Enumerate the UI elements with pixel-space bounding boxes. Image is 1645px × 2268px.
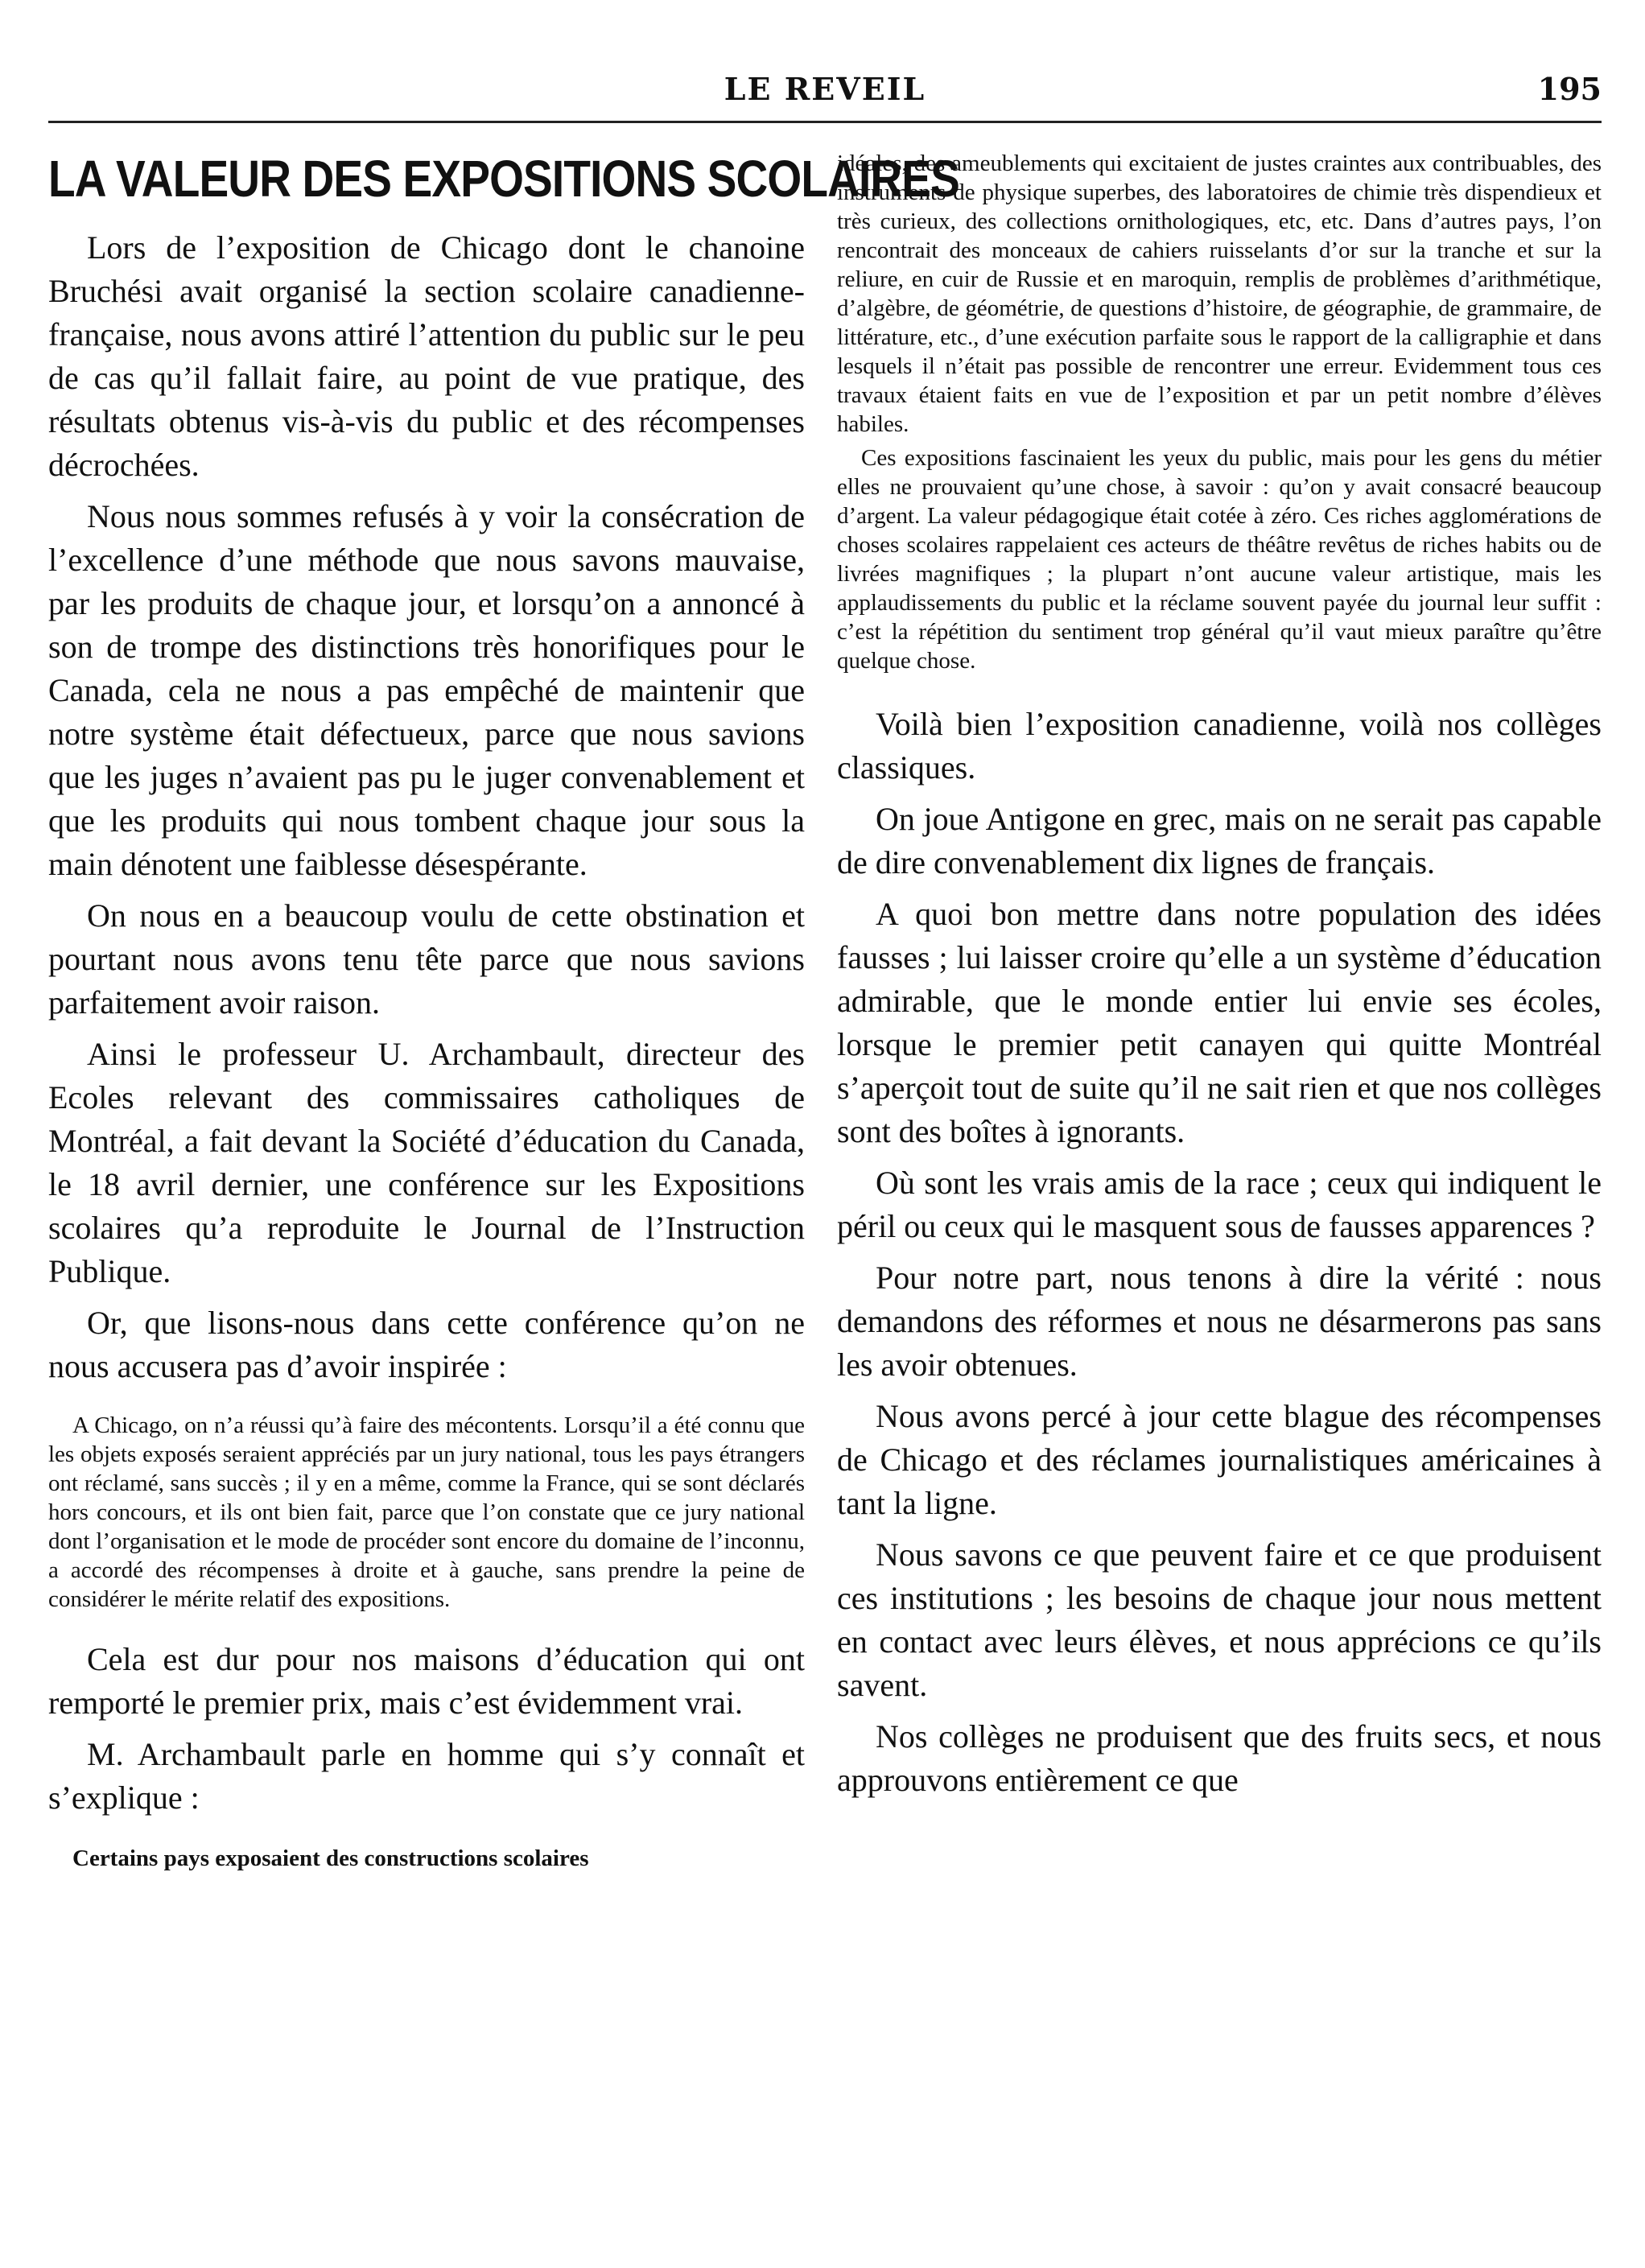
right-column [837,149,1602,1810]
paragraph: On nous en a beaucoup voulu de cette obstination et pourtant nous avons tenu tête parce que nous savions parfaitement avoir raison. [48,897,805,1021]
paragraph: Nous avons percé à jour cette blague des récompenses de Chicago et des réclames journalistiques américaines à tant la ligne. [837,1398,1602,1521]
quote-continuation-start: Certains pays exposaient des constructions scolaires [72,1845,589,1871]
running-title: LE REVEIL [724,71,926,107]
paragraph: Pour notre part, nous tenons à dire la vérité : nous demandons des réformes et nous ne désarmerons pas sans les avoir obtenues. [837,1260,1602,1383]
quote-paragraph: idéales, des ameublements qui excitaient de justes craintes aux contribuables, des instruments de physique superbes, des laboratoires de chimie très dispendieux et très curieux, des collections ornithologiques, etc, etc. Dans d’autres pays, l’on rencontrait des monceaux de cahiers ruisselants d’or sur la tranche et sur la reliure, en cuir de Russie et en maroquin, remplis de problèmes d’arithmétique, d’algèbre, de géométrie, de questions d’histoire, de géographie, de grammaire, de littérature, etc., d’une exécution parfaite sous le rapport de la calligraphie et dans lesquels il n’était pas possible de rencontrer une erreur. Evidemment tous ces travaux étaient faits en vue de l’exposition et par un petit nombre d’élèves habiles. [837,151,1602,437]
paragraph: Ainsi le professeur U. Archambault, directeur des Ecoles relevant des commissaires catholiques de Montréal, a fait devant la Société d’éducation du Canada, le 18 avril dernier, une conférence sur les Expositions scolaires qu’a reproduite le Journal de l’Instruction Publique. [48,1036,805,1289]
left-column [48,149,960,1873]
page-header [48,48,1602,123]
paragraph: Nos collèges ne produisent que des fruits secs, et nous approuvons entièrement ce que [837,1718,1602,1798]
paragraph: Voilà bien l’exposition canadienne, voilà nos collèges classiques. [837,706,1602,786]
paragraph: Nous savons ce que peuvent faire et ce que produisent ces institutions ; les besoins de chaque jour nous mettent en contact avec leurs élèves, et nous apprécions ce qu’ils savent. [837,1536,1602,1703]
paragraph: Où sont les vrais amis de la race ; ceux qui indiquent le péril ou ceux qui le masquent sous de fausses apparences ? [837,1165,1602,1244]
paragraph: Or, que lisons-nous dans cette conférence qu’on ne nous accusera pas d’avoir inspirée : [48,1305,805,1384]
page-number: 195 [1537,71,1602,107]
quote-paragraph: Ces expositions fascinaient les yeux du public, mais pour les gens du métier elles ne prouvaient qu’une chose, à savoir : qu’on y avait consacré beaucoup d’argent. La valeur pédagogique était cotée à zéro. Ces riches agglomérations de choses scolaires rappelaient ces acteurs de théâtre revêtus de riches habits ou de livrées magnifiques ; la plupart n’ont aucune valeur artistique, mais les applaudissements du public et la réclame souvent payée du journal leur suffit : c’est la répétition du sentiment trop général qu’il vaut mieux paraître qu’être quelque chose. [837,445,1602,674]
block-quote [48,1411,805,1614]
paragraph: M. Archambault parle en homme qui s’y connaît et s’explique : [48,1736,805,1816]
paragraph: Cela est dur pour nos maisons d’éducation qui ont remporté le premier prix, mais c’est évidemment vrai. [48,1641,805,1721]
block-quote-continued [837,149,1602,675]
paragraph: Lors de l’exposition de Chicago dont le chanoine Bruchési avait organisé la section scolaire canadienne-française, nous avons attiré l’attention du public sur le peu de cas qu’il fallait faire, au point de vue pratique, des résultats obtenus vis-à-vis du public et des récompenses décrochées. [48,229,805,483]
paragraph: Nous nous sommes refusés à y voir la consécration de l’excellence d’une méthode que nous savons mauvaise, par les produits de chaque jour, et lorsqu’on a annoncé à son de trompe des distinctions très honorifiques pour le Canada, cela ne nous a pas empêché de maintenir que notre système était défectueux, parce que nous savions que les juges n’avaient pas pu le juger convenablement et que les produits qui nous tombent chaque jour sous la main dénotent une faiblesse désespérante. [48,498,805,882]
paragraph: A quoi bon mettre dans notre population des idées fausses ; lui laisser croire qu’elle a un système d’éducation admirable, que le monde entier lui envie ses écoles, lorsque le premier petit canayen qui quitte Montréal s’aperçoit tout de suite qu’il ne sait rien et que nos collèges sont des boîtes à ignorants. [837,896,1602,1149]
article-title: LA VALEUR DES EXPOSITIONS SCOLAIRES [48,150,960,208]
quote-paragraph: A Chicago, on n’a réussi qu’à faire des mécontents. Lorsqu’il a été connu que les objets exposés seraient appréciés par un jury national, tous les pays étrangers ont réclamé, sans succès ; il y en a même, comme la France, qui se sont déclarés hors concours, et ils ont bien fait, parce que l’on constate que ce jury national dont l’organisation et le mode de procéder sont encore du domaine de l’inconnu, a accordé des récompenses à droite et à gauche, sans prendre la peine de considérer le mérite relatif des expositions. [48,1412,805,1612]
paragraph: On joue Antigone en grec, mais on ne serait pas capable de dire convenablement dix lignes de français. [837,801,1602,880]
